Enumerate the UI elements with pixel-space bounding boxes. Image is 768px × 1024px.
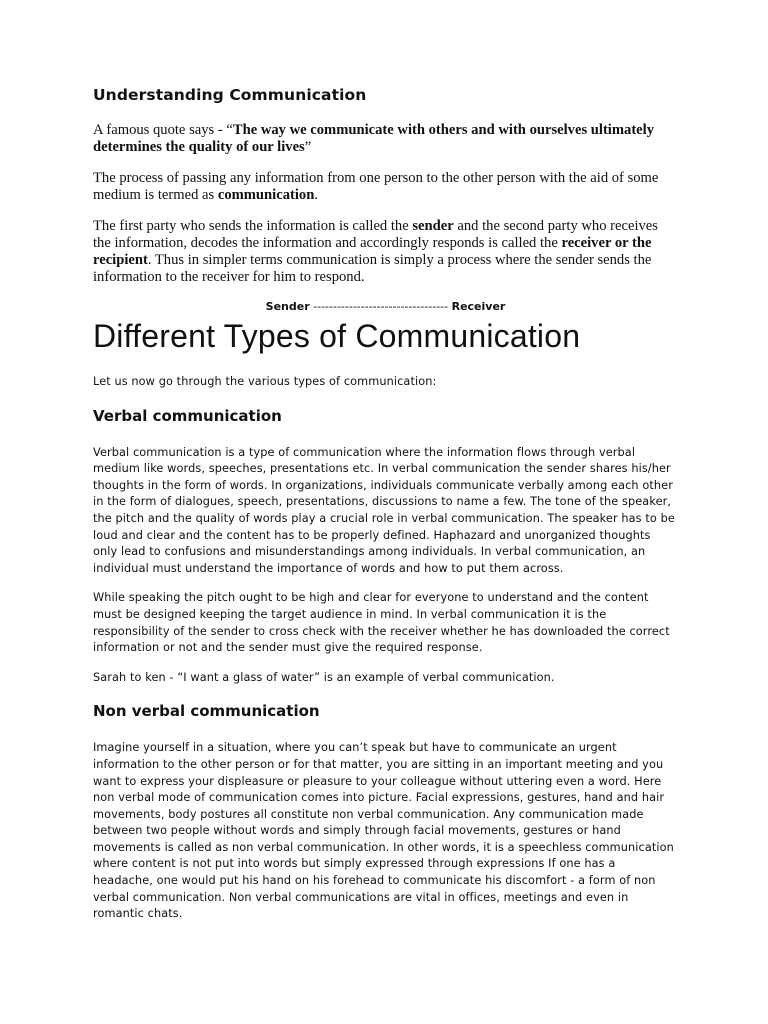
sr-text-2: and the second party who receives the information, decodes the information and accordingly responds is called the <box>93 218 658 251</box>
heading-non-verbal-communication: Non verbal communication <box>93 702 320 721</box>
verbal-paragraph-1: Verbal communication is a type of communication where the information flows through verbal medium like words, speeches, presentations etc. In verbal communication the sender shares his/her thoughts in the form of words. In organizations, individuals communicate verbally among each other in the form of dialogues, speech, presentations, discussions to name a few. The tone of the speaker, the pitch and the quality of words play a crucial role in verbal communication. The speaker has to be loud and clear and the content has to be properly defined. Haphazard and unorganized thoughts only lead to confusions and misunderstandings among individuals. In verbal communication, an individual must understand the importance of words and how to put them across. <box>93 445 675 575</box>
famous-quote-paragraph <box>93 122 678 156</box>
non-verbal-paragraph-1: Imagine yourself in a situation, where you can’t speak but have to communicate an urgent information to the other person or for that matter, you are sitting in an important meeting and you want to express your displeasure or pleasure to your colleague without uttering even a word. Here non verbal mode of communication comes into picture. Facial expressions, gestures, hand and hair movements, body postures all constitute non verbal communication. Any communication made between two people without words and simply through facial movements, gestures or hand movements is called as non verbal communication. In other words, it is a speechless communication where content is not put into words but simply expressed through expressions If one has a headache, one would put his hand on his forehead to communicate his discomfort - a form of non verbal communication. Non verbal communications are vital in offices, meetings and even in romantic chats. <box>93 741 674 921</box>
definition-end: . <box>314 187 318 203</box>
definition-paragraph <box>93 170 678 204</box>
sr-text-1: The first party who sends the information is called the <box>93 218 413 234</box>
definition-term: communication <box>217 187 315 203</box>
verbal-example: Sarah to ken - “I want a glass of water” is an example of verbal communication. <box>93 670 555 684</box>
types-intro: Let us now go through the various types of communication: <box>93 375 437 388</box>
sender-receiver-paragraph <box>93 218 678 286</box>
heading-verbal-communication: Verbal communication <box>93 406 282 425</box>
definition-text: The process of passing any information from one person to the other person with the aid of some medium is termed as <box>93 170 659 203</box>
sender-receiver-flow <box>93 300 678 314</box>
sr-term-sender: sender <box>412 218 454 234</box>
heading-understanding-communication: Understanding Communication <box>93 86 367 104</box>
flow-receiver-label: Receiver <box>451 300 506 313</box>
heading-different-types: Different Types of Communication <box>93 318 581 354</box>
flow-dashes: ---------------------------------- <box>309 300 452 313</box>
sr-term-receiver: receiver or the recipient <box>93 235 652 268</box>
flow-sender-label: Sender <box>265 300 310 313</box>
quote-intro: A famous quote says - “ <box>93 122 233 138</box>
sr-text-3: . Thus in simpler terms communication is simply a process where the sender sends the information to the receiver for him to respond. <box>93 252 652 285</box>
verbal-paragraph-2: While speaking the pitch ought to be high and clear for everyone to understand and the content must be designed keeping the target audience in mind. In verbal communication it is the responsibility of the sender to cross check with the receiver whether he has downloaded the correct information or not and the sender must give the required response. <box>93 591 670 655</box>
quote-text: The way we communicate with others and with ourselves ultimately determines the quality of our lives <box>93 122 655 155</box>
quote-end: ” <box>304 139 312 155</box>
document-body <box>93 86 678 936</box>
